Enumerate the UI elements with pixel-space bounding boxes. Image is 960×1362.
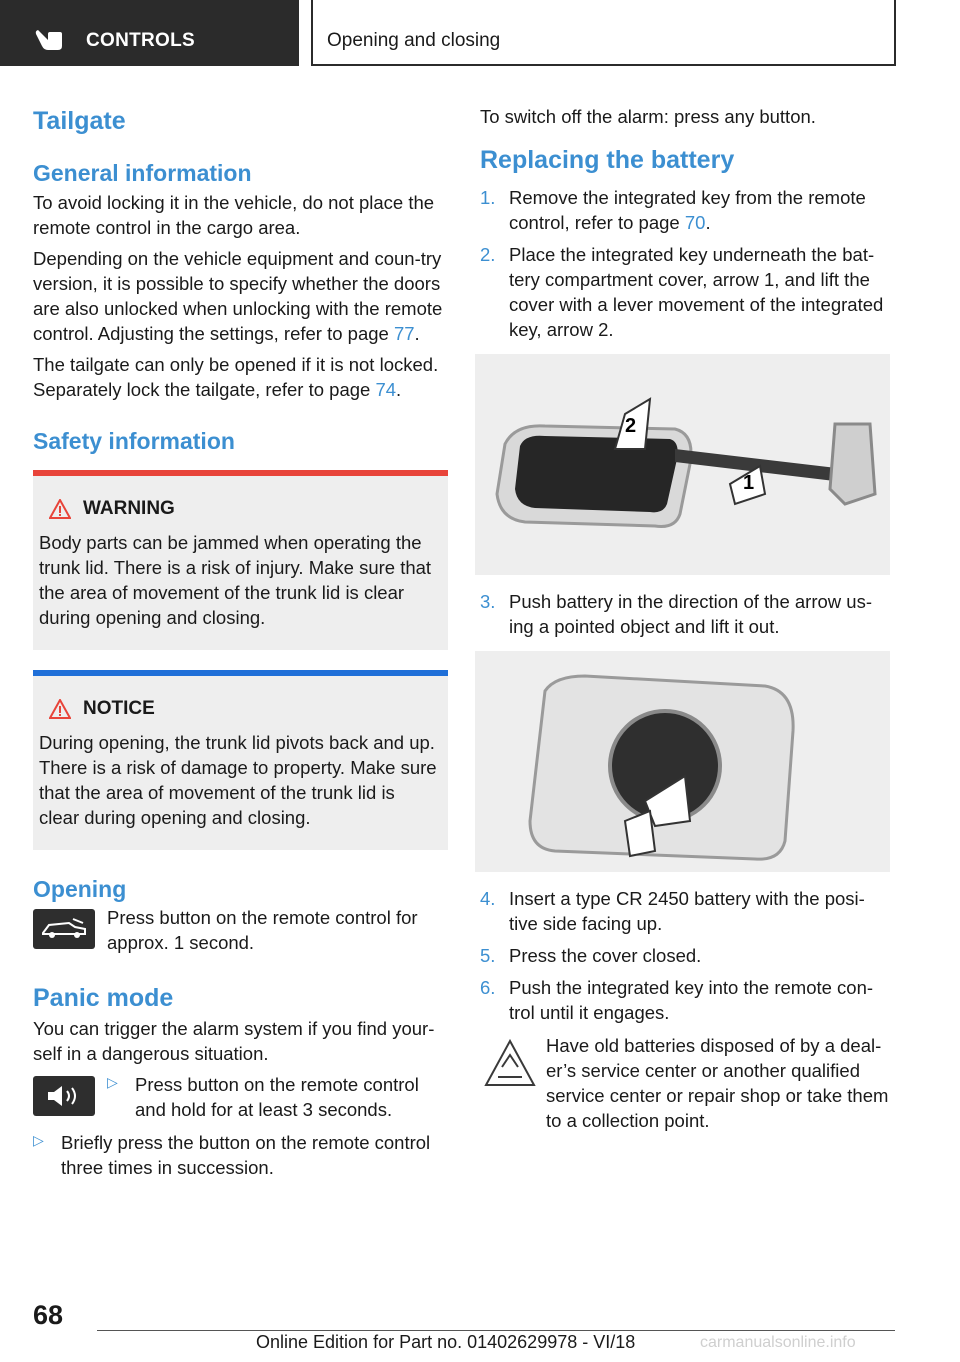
section-tab — [0, 0, 299, 66]
tailgate-heading: Tailgate — [33, 107, 126, 135]
panic-bullet-2: ▷ Briefly press the button on the remote control three times in succession. — [33, 1130, 448, 1186]
warning-text: Body parts can be jammed when operating the trunk lid. There is a risk of injury. Make sure that the area of movement of the trunk lid is clear during opening and closing. — [39, 532, 432, 629]
panic-bullet-1: ▷ Press button on the remote control and hold for at least 3 seconds. — [107, 1072, 448, 1128]
recycling-icon — [482, 1037, 538, 1093]
opening-row — [33, 906, 448, 961]
notice-box — [33, 670, 448, 850]
section-title: CONTROLS — [86, 30, 196, 51]
bullet-triangle-icon: ▷ — [33, 1132, 44, 1149]
disposal-note — [480, 1033, 892, 1133]
page-link-77[interactable]: 77 — [393, 322, 415, 344]
general-paragraph-1: To avoid locking it in the vehicle, do not place the remote control in the cargo area. — [33, 191, 435, 238]
battery-steps-a — [480, 185, 892, 342]
key-illustration-2 — [475, 651, 890, 872]
general-paragraph-3: The tailgate can only be opened if it is not locked. Separately lock the tailgate, refer to page 74. — [33, 353, 439, 400]
notice-title: NOTICE — [49, 698, 440, 720]
footer-divider — [97, 1330, 895, 1331]
chapter-title: Opening and closing — [327, 30, 501, 51]
opening-text: Press button on the remote control for approx. 1 second. — [107, 906, 418, 953]
right-column — [480, 104, 892, 1139]
general-paragraph-2: Depending on the vehicle equipment and coun-try version, it is possible to specify whether the doors are also unlocked when unlocking with the remote control. Adjusting the settings, refer to page 77. — [33, 247, 443, 344]
left-column — [33, 96, 448, 1186]
warning-triangle-icon — [49, 499, 71, 519]
tailgate-button-icon — [33, 909, 95, 949]
battery-steps-b — [480, 589, 892, 639]
key-illustration-1 — [475, 354, 890, 575]
panic-text: You can trigger the alarm system if you find your-self in a dangerous situation. — [33, 1018, 435, 1065]
edition-text: Online Edition for Part no. 01402629978 - VI/18 — [256, 1332, 636, 1352]
panic-button-icon — [33, 1076, 95, 1116]
notice-triangle-icon — [49, 699, 71, 719]
step-5: 5. Press the cover closed. — [480, 944, 702, 966]
step-2: 2. Place the integrated key underneath the bat-tery compartment cover, arrow 1, and lift the cover with a lever movement of the integrated key, arrow 2. — [480, 243, 884, 340]
watermark: carmanualsonline.info — [700, 1334, 856, 1351]
key-removal-figure — [475, 354, 890, 575]
panic-mode-heading: Panic mode — [33, 983, 174, 1012]
safety-information-heading: Safety information — [33, 427, 235, 454]
disposal-text: Have old batteries disposed of by a deal-er’s service center or another qualified service center or repair shop or take them to a collection point. — [546, 1034, 889, 1131]
notice-text: During opening, the trunk lid pivots back and up. There is a risk of damage to property. Make sure that the area of movement of the trunk lid is clear during opening and closing. — [39, 732, 437, 829]
arrow-label-1: 1 — [743, 471, 755, 494]
step-4: 4. Insert a type CR 2450 battery with the posi-tive side facing up. — [480, 887, 865, 934]
panic-row — [33, 1076, 448, 1128]
hand-pointer-icon — [34, 26, 68, 52]
opening-heading: Opening — [33, 876, 127, 903]
chapter-tab — [311, 0, 896, 66]
battery-removal-figure — [475, 651, 890, 872]
battery-steps-c — [480, 886, 892, 1025]
alarm-off-text: To switch off the alarm: press any button. — [480, 106, 816, 127]
replacing-battery-heading: Replacing the battery — [480, 146, 735, 174]
general-information-heading: General information — [33, 159, 252, 186]
page-link-70[interactable]: 70 — [684, 211, 706, 233]
arrow-label-2: 2 — [625, 414, 637, 437]
step-6: 6. Push the integrated key into the remote con-trol until it engages. — [480, 976, 874, 1023]
warning-title: WARNING — [49, 498, 440, 520]
bullet-triangle-icon: ▷ — [107, 1074, 118, 1091]
step-1: 1. Remove the integrated key from the remote control, refer to page 70. — [480, 186, 866, 233]
step-3: 3. Push battery in the direction of the arrow us-ing a pointed object and lift it out. — [480, 590, 872, 637]
warning-box — [33, 470, 448, 650]
page-number: 68 — [33, 1300, 64, 1330]
page-link-74[interactable]: 74 — [375, 378, 397, 400]
